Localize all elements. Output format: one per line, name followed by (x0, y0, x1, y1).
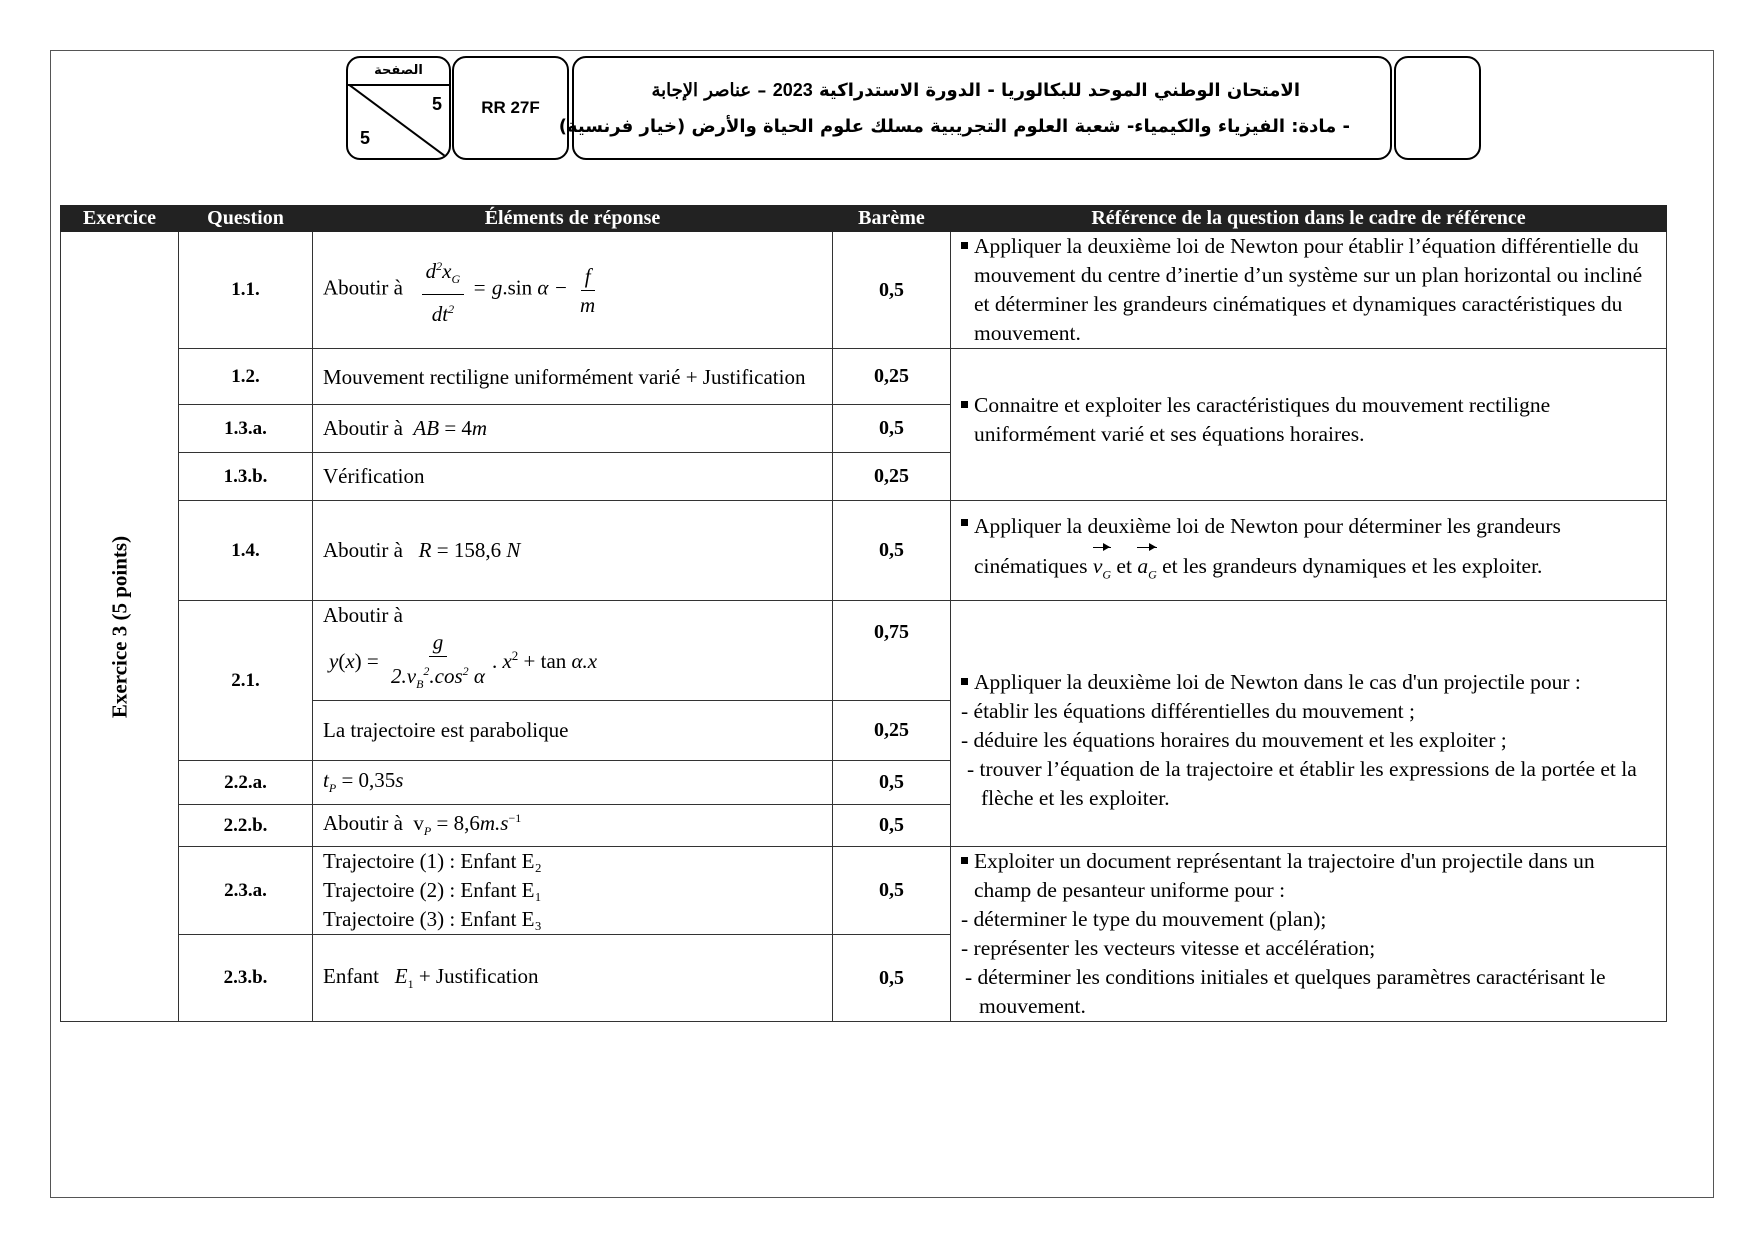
table-row (61, 847, 1667, 935)
answer-cell: Aboutir à y(x) = $\frac{g}{2.v_B^2.\cos^2 \alpha}$ . $x^2 + \tan \alpha.x$ (313, 601, 833, 701)
answer-cell: Vérification (313, 453, 833, 501)
question-number: 1.3.a. (179, 405, 313, 453)
reference-cell: Connaitre et exploiter les caractéristiques du mouvement rectiligne uniformément varié et ses équations horaires. (951, 349, 1667, 501)
acceleration-vector: $a_G$ (1137, 543, 1156, 591)
score: 0,5 (833, 501, 951, 601)
reference-cell: Appliquer la deuxième loi de Newton pour déterminer les grandeurs cinématiques $v_G$ et $a_G$ et les grandeurs dynamiques et les exploiter. (951, 501, 1667, 601)
table-row (61, 232, 1667, 349)
table-row (61, 501, 1667, 601)
question-number: 2.3.a. (179, 847, 313, 935)
answer-cell: $t_P = 0,35s$ (313, 761, 833, 805)
score: 0,5 (833, 847, 951, 935)
answer-cell: Aboutir à $\frac{d^2x_G}{dt^2}$ = g.sin α − $\frac{f}{m}$ (313, 232, 833, 349)
question-number: 1.4. (179, 501, 313, 601)
question-number: 2.1. (179, 601, 313, 761)
header-elements: Éléments de réponse (313, 206, 833, 232)
score: 0,5 (833, 405, 951, 453)
exam-year: 2023 (772, 80, 813, 100)
blank-box (1394, 56, 1481, 160)
answer-cell: Aboutir à AB = 4m (313, 405, 833, 453)
question-number: 2.2.b. (179, 805, 313, 847)
score: 0,5 (833, 232, 951, 349)
header-reference: Référence de la question dans le cadre de référence (951, 206, 1667, 232)
reference-cell: Appliquer la deuxième loi de Newton dans le cas d'un projectile pour : - établir les équations différentielles du mouvement ; - déduire les équations horaires du mouvement et les exploiter ; - trouver l’équation de la trajectoire et établir les expressions de la portée et la flèche et les exploiter. (951, 601, 1667, 847)
exam-title-box (558, 56, 1392, 160)
question-number: 1.2. (179, 349, 313, 405)
exercise-label: Exercice 3 (5 points) (107, 535, 131, 718)
answer-cell: Aboutir à $v_P = 8,6m.s^{-1}$ (313, 805, 833, 847)
header-exercice: Exercice (61, 206, 179, 232)
answer-table (60, 205, 1667, 1022)
question-number: 2.3.b. (179, 935, 313, 1022)
formula-d2x: $\frac{d^2x_G}{dt^2}$ (422, 252, 465, 327)
question-number: 2.2.a. (179, 761, 313, 805)
page-label: الصفحة (348, 58, 449, 86)
exercise-cell (61, 232, 179, 1022)
answer-cell: Aboutir à R = 158,6 N (313, 501, 833, 601)
exam-title-line2: - مادة: الفيزياء والكيمياء- شعبة العلوم التجريبية مسلك علوم الحياة والأرض (خيار فرنسية) (558, 116, 1350, 137)
score: 0,25 (833, 701, 951, 761)
header-question: Question (179, 206, 313, 232)
table-row (61, 349, 1667, 405)
score: 0,25 (833, 349, 951, 405)
table-row (61, 601, 1667, 701)
exam-code: RR 27F (452, 56, 569, 160)
table-header-row (61, 206, 1667, 232)
page-total: 5 (360, 128, 371, 148)
exam-title-line1: الامتحان الوطني الموحد للبكالوريا - الدورة الاستدراكية 2023 – عناصر الإجابة (651, 80, 1300, 101)
score: 0,25 (833, 453, 951, 501)
velocity-vector: $v_G$ (1093, 543, 1111, 591)
question-number: 1.3.b. (179, 453, 313, 501)
reference-cell: Appliquer la deuxième loi de Newton pour établir l’équation différentielle du mouvement du centre d’inertie d’un système sur un plan horizontal ou incliné et déterminer les grandeurs cinématiques et dynamiques caractéristiques du mouvement. (951, 232, 1667, 349)
score: 0,5 (833, 761, 951, 805)
header-bareme: Barème (833, 206, 951, 232)
answer-cell: La trajectoire est parabolique (313, 701, 833, 761)
score: 0,5 (833, 935, 951, 1022)
score: 0,75 (833, 601, 951, 701)
question-number: 1.1. (179, 232, 313, 349)
formula-trajectory: $\frac{g}{2.v_B^2.\cos^2 \alpha}$ (391, 630, 485, 692)
page-current: 5 (432, 94, 443, 114)
reference-cell: Exploiter un document représentant la trajectoire d'un projectile dans un champ de pesanteur uniforme pour : - déterminer le type du mouvement (plan); - représenter les vecteurs vitesse et accélération; - déterminer les conditions initiales et quelques paramètres caractérisant le mouvement. (951, 847, 1667, 1022)
score: 0,5 (833, 805, 951, 847)
answer-cell: Trajectoire (1) : Enfant E₂ Trajectoire (2) : Enfant E₁ Trajectoire (3) : Enfant E₃ (313, 847, 833, 935)
answer-cell: Mouvement rectiligne uniformément varié + Justification (313, 349, 833, 405)
page-number-box (346, 56, 451, 160)
answer-cell: Enfant $E_1$ + Justification (313, 935, 833, 1022)
